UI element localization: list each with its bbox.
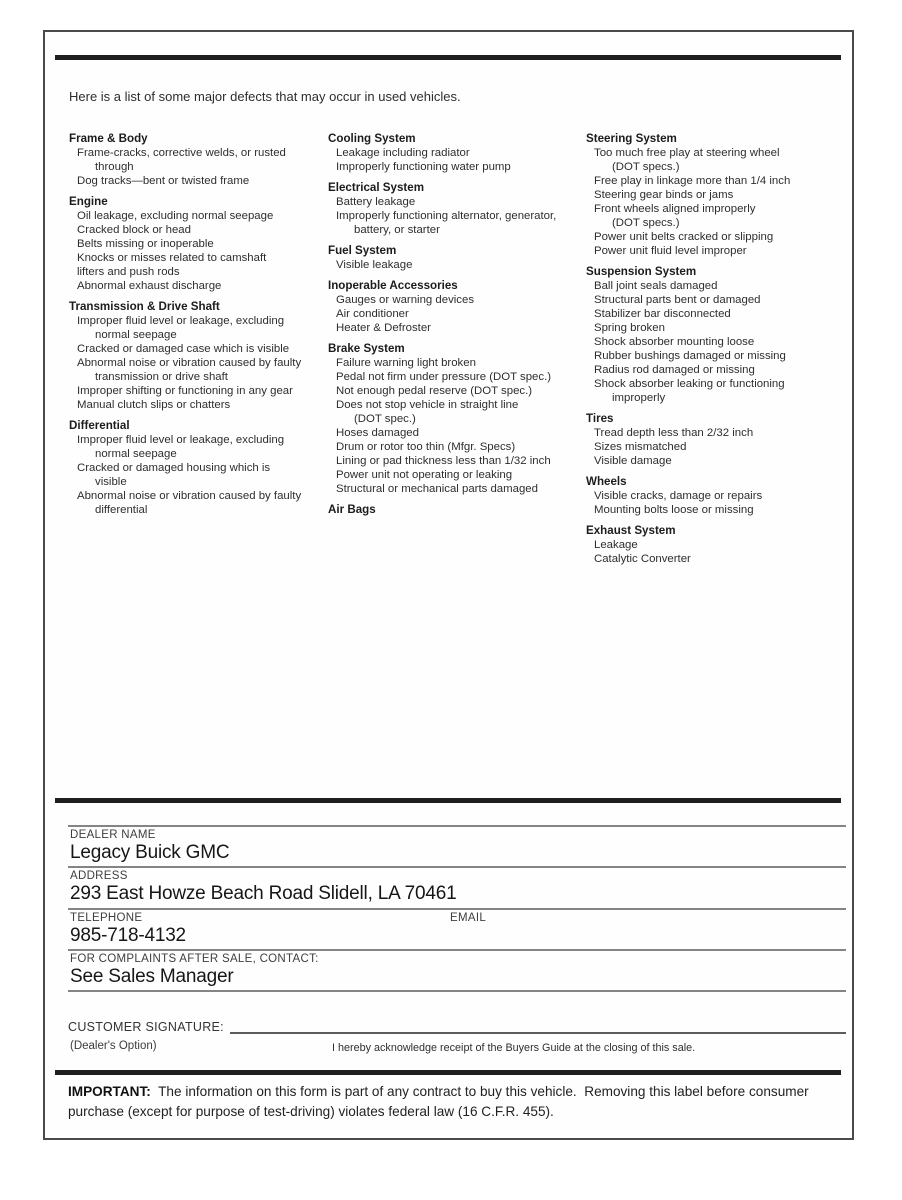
dealer-info-form xyxy=(68,825,846,992)
address-value[interactable]: 293 East Howze Beach Road Slidell, LA 70461 xyxy=(70,883,457,904)
defect-item: Catalytic Converter xyxy=(594,553,691,565)
defect-section xyxy=(69,195,322,293)
defect-item: Hoses damaged xyxy=(336,427,419,439)
page-frame xyxy=(43,30,854,1140)
defect-item: Knocks or misses related to camshaft xyxy=(77,252,267,264)
defect-section-title: Electrical System xyxy=(328,181,425,194)
defect-section-title: Brake System xyxy=(328,342,405,355)
defect-item: Mounting bolts loose or missing xyxy=(594,504,754,516)
defect-item: Belts missing or inoperable xyxy=(77,238,214,250)
complaints-value[interactable]: See Sales Manager xyxy=(70,966,234,987)
customer-signature-row xyxy=(68,1020,846,1034)
defect-item: Pedal not firm under pressure (DOT spec.) xyxy=(336,371,552,383)
defect-item: Failure warning light broken xyxy=(336,357,476,369)
dealers-option-label: (Dealer's Option) xyxy=(70,1040,157,1052)
acknowledgement-note: I hereby acknowledge receipt of the Buyers Guide at the closing of this sale. xyxy=(332,1042,696,1054)
important-label: IMPORTANT: xyxy=(68,1084,151,1099)
defect-item: Frame-cracks, corrective welds, or rusted through xyxy=(69,146,322,174)
defect-section xyxy=(69,132,322,188)
telephone-value[interactable]: 985-718-4132 xyxy=(70,925,186,946)
defect-item: Tread depth less than 2/32 inch xyxy=(594,427,754,439)
defect-item: Too much free play at steering wheel (DOT specs.) xyxy=(586,146,831,174)
defect-section xyxy=(586,132,831,258)
email-label: EMAIL xyxy=(450,912,487,924)
defect-item: Cracked or damaged housing which is visible xyxy=(69,461,322,489)
defect-item: Visible damage xyxy=(594,455,672,467)
complaints-row xyxy=(68,949,846,992)
defect-section-title: Cooling System xyxy=(328,132,416,145)
defect-item: Ball joint seals damaged xyxy=(594,280,718,292)
defect-item: Stabilizer bar disconnected xyxy=(594,308,731,320)
defect-item: Improperly functioning alternator, generator, battery, or starter xyxy=(328,209,584,237)
defect-item: Gauges or warning devices xyxy=(336,294,475,306)
address-row xyxy=(68,866,846,908)
defect-item-continuation: visible xyxy=(95,476,127,488)
defect-section xyxy=(69,419,322,517)
defect-item: Leakage xyxy=(594,539,638,551)
defect-section-title: Differential xyxy=(69,419,130,432)
defect-section xyxy=(586,412,831,468)
defect-item: Radius rod damaged or missing xyxy=(594,364,755,376)
defect-item-continuation: through xyxy=(95,161,134,173)
defect-item: Visible leakage xyxy=(336,259,413,271)
defect-section-title: Exhaust System xyxy=(586,524,676,537)
defect-item: Dog tracks—bent or twisted frame xyxy=(77,175,250,187)
defect-item-continuation: battery, or starter xyxy=(354,224,440,236)
defects-intro-text: Here is a list of some major defects that may occur in used vehicles. xyxy=(69,89,461,104)
defect-item-continuation: (DOT specs.) xyxy=(612,217,680,229)
defects-list xyxy=(69,132,831,592)
defect-item: Structural parts bent or damaged xyxy=(594,294,761,306)
customer-signature-label: CUSTOMER SIGNATURE: xyxy=(68,1020,224,1034)
defect-item: Improper fluid level or leakage, excluding normal seepage xyxy=(69,433,322,461)
defect-section-title: Wheels xyxy=(586,475,627,488)
top-divider-bar xyxy=(55,55,841,60)
defect-item: Does not stop vehicle in straight line (DOT spec.) xyxy=(328,398,584,426)
defect-item: Drum or rotor too thin (Mfgr. Specs) xyxy=(336,441,516,453)
defect-section xyxy=(586,524,831,566)
defect-item: Battery leakage xyxy=(336,196,416,208)
defect-item: Improper fluid level or leakage, excluding normal seepage xyxy=(69,314,322,342)
defect-section-title: Air Bags xyxy=(328,503,376,516)
customer-signature-line[interactable] xyxy=(230,1020,846,1034)
defect-section-title: Engine xyxy=(69,195,108,208)
defect-item: Power unit fluid level improper xyxy=(594,245,747,257)
defect-item: Leakage including radiator xyxy=(336,147,470,159)
address-label: ADDRESS xyxy=(70,870,128,882)
defect-item: Structural or mechanical parts damaged xyxy=(336,483,538,495)
defect-item: Front wheels aligned improperly (DOT specs.) xyxy=(586,202,831,230)
defect-section xyxy=(328,181,584,237)
defect-item: Abnormal noise or vibration caused by faulty transmission or drive shaft xyxy=(69,356,322,384)
defect-section-title: Fuel System xyxy=(328,244,397,257)
defect-section xyxy=(586,265,831,405)
defect-item: Cracked block or head xyxy=(77,224,191,236)
defect-item: Improperly functioning water pump xyxy=(336,161,511,173)
defect-item-continuation: (DOT specs.) xyxy=(612,161,680,173)
defect-section xyxy=(328,244,584,272)
dealer-name-label: DEALER NAME xyxy=(70,829,156,841)
defect-section xyxy=(328,503,584,517)
defect-item: Abnormal exhaust discharge xyxy=(77,280,222,292)
defect-item-continuation: normal seepage xyxy=(95,448,177,460)
defect-item: Visible cracks, damage or repairs xyxy=(594,490,763,502)
defect-item: Spring broken xyxy=(594,322,665,334)
defect-item: Heater & Defroster xyxy=(336,322,431,334)
email-cell xyxy=(450,912,846,949)
dealer-name-value[interactable]: Legacy Buick GMC xyxy=(70,842,230,863)
defect-section xyxy=(69,300,322,412)
defect-section-title: Steering System xyxy=(586,132,677,145)
defect-section-title: Transmission & Drive Shaft xyxy=(69,300,220,313)
defect-item: Oil leakage, excluding normal seepage xyxy=(77,210,274,222)
defects-column-1 xyxy=(69,132,322,524)
defect-item-continuation: normal seepage xyxy=(95,329,177,341)
telephone-email-row xyxy=(68,908,846,949)
defect-item: Abnormal noise or vibration caused by faulty differential xyxy=(69,489,322,517)
telephone-label: TELEPHONE xyxy=(70,912,143,924)
defects-column-2 xyxy=(328,132,584,524)
telephone-cell xyxy=(70,912,450,949)
defect-item: Improper shifting or functioning in any gear xyxy=(77,385,293,397)
defect-item: Power unit not operating or leaking xyxy=(336,469,513,481)
defect-section-title: Tires xyxy=(586,412,614,425)
defect-item: Sizes mismatched xyxy=(594,441,687,453)
defect-section xyxy=(586,475,831,517)
defect-item: Steering gear binds or jams xyxy=(594,189,734,201)
defect-item-continuation: (DOT spec.) xyxy=(354,413,416,425)
defect-item: Air conditioner xyxy=(336,308,409,320)
defect-item: Cracked or damaged case which is visible xyxy=(77,343,290,355)
defect-item: Power unit belts cracked or slipping xyxy=(594,231,774,243)
defect-item-continuation: transmission or drive shaft xyxy=(95,371,228,383)
defects-column-3 xyxy=(586,132,831,573)
defect-item-continuation: improperly xyxy=(612,392,666,404)
defect-section xyxy=(328,279,584,335)
middle-divider-bar xyxy=(55,798,841,803)
defect-section-title: Frame & Body xyxy=(69,132,148,145)
defect-section-title: Inoperable Accessories xyxy=(328,279,458,292)
dealer-name-row xyxy=(68,825,846,866)
bottom-divider-bar xyxy=(55,1070,841,1075)
defect-item: lifters and push rods xyxy=(77,266,180,278)
defect-item: Manual clutch slips or chatters xyxy=(77,399,231,411)
defect-item: Shock absorber mounting loose xyxy=(594,336,755,348)
complaints-label: FOR COMPLAINTS AFTER SALE, CONTACT: xyxy=(70,953,319,965)
defect-item: Shock absorber leaking or functioning improperly xyxy=(586,377,831,405)
defect-item-continuation: differential xyxy=(95,504,148,516)
defect-section-title: Suspension System xyxy=(586,265,697,278)
defect-item: Lining or pad thickness less than 1/32 inch xyxy=(336,455,551,467)
defect-item: Not enough pedal reserve (DOT spec.) xyxy=(336,385,533,397)
defect-section xyxy=(328,342,584,496)
defect-section xyxy=(328,132,584,174)
important-notice xyxy=(68,1082,848,1122)
defect-item: Free play in linkage more than 1/4 inch xyxy=(594,175,791,187)
important-text: The information on this form is part of any contract to buy this vehicle. Removing this label before consumer purchase (except for purpose of test-driving) violates federal law (16 C.F.R. 455). xyxy=(68,1084,813,1119)
defect-item: Rubber bushings damaged or missing xyxy=(594,350,786,362)
